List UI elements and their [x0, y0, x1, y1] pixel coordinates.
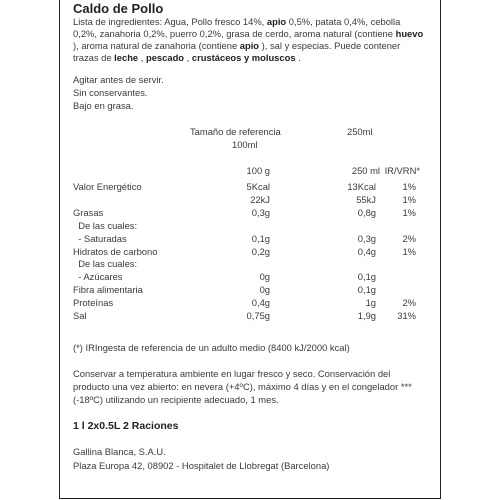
- nutrient-value-250ml: 0,1g: [357, 271, 376, 283]
- manufacturer-name: Gallina Blanca, S.A.U.: [73, 446, 166, 457]
- nutrient-value-100g: 0,75g: [246, 310, 270, 321]
- nutrient-name: Fibra alimentaria: [73, 284, 143, 296]
- allergen-text: huevo: [395, 28, 424, 39]
- product-title: Caldo de Pollo: [73, 1, 164, 16]
- note-shake: Agitar antes de servir.: [73, 74, 164, 85]
- reference-size-100ml: 100ml: [232, 139, 258, 150]
- nutrient-value-ir: 1%: [402, 245, 416, 257]
- storage-line-2: producto una vez abierto: en nevera (+4ºC), máximo 4 días y en el congelador ***: [73, 381, 412, 392]
- reference-size-value: 250ml: [347, 126, 373, 137]
- nutrient-value-100g: 22kJ: [250, 193, 270, 205]
- nutrient-value-250ml: 0,8g: [357, 206, 376, 218]
- ingredients-text: .: [295, 52, 301, 63]
- storage-line-3: (-18ºC) utilizando un recipiente adecuado, 1 mes.: [73, 394, 279, 405]
- nutrient-name: - Saturadas: [73, 232, 127, 244]
- allergen-text: leche: [114, 52, 139, 63]
- nutrient-name: Sal: [73, 310, 87, 321]
- nutrient-name: - Azúcares: [73, 271, 123, 283]
- nutrient-value-ir: 31%: [397, 310, 416, 321]
- nutrient-value-250ml: 0,1g: [357, 284, 376, 296]
- nutrient-value-100g: 5Kcal: [246, 181, 270, 192]
- allergen-text: apio: [239, 40, 260, 51]
- header-250ml: 250 ml: [351, 165, 380, 176]
- nutrient-name: Hidratos de carbono: [73, 245, 158, 257]
- ingredients-text: ), sal y especias. Puede contener trazas de: [73, 40, 401, 63]
- ingredients-text: Lista de ingredientes: Agua, Pollo fresco 14%,: [73, 16, 267, 27]
- ingredients-text: ), aroma natural de zanahoria (contiene: [73, 40, 240, 51]
- nutrient-name: Grasas: [73, 206, 104, 218]
- nutrient-value-100g: 0,2g: [251, 245, 270, 257]
- package-info: 1 l 2x0.5L 2 Raciones: [73, 420, 179, 432]
- footnote: (*) IRIngesta de referencia de un adulto medio (8400 kJ/2000 kcal): [73, 342, 350, 353]
- allergen-text: pescado: [145, 52, 185, 63]
- nutrient-value-ir: 1%: [402, 193, 416, 205]
- ingredients-text: ,: [184, 52, 192, 63]
- ingredients-text: ,: [138, 52, 146, 63]
- reference-size-label: Tamaño de referencia: [190, 126, 281, 137]
- nutrient-value-250ml: 0,4g: [357, 245, 376, 257]
- nutrient-value-250ml: 0,3g: [357, 232, 376, 244]
- note-low-fat: Bajo en grasa.: [73, 100, 134, 111]
- nutrient-value-ir: 2%: [402, 232, 416, 244]
- ingredients-text: 0,5%, patata 0,4%, cebolla 0,2%, zanahoria 0,2%, puerro 0,2%, grasa de cerdo, aroma natural (contiene: [73, 16, 401, 39]
- nutrient-name: De las cuales:: [73, 258, 138, 270]
- storage-line-1: Conservar a temperatura ambiente en lugar fresco y seco. Conservación del: [73, 368, 391, 379]
- header-100g: 100 g: [246, 165, 270, 176]
- nutrient-name: Valor Energético: [73, 181, 142, 192]
- allergen-text: apio: [266, 16, 287, 27]
- nutrient-name: Proteínas: [73, 297, 114, 309]
- nutrient-value-250ml: 13Kcal: [347, 181, 376, 192]
- note-no-preservatives: Sin conservantes.: [73, 87, 148, 98]
- nutrient-value-ir: 1%: [402, 181, 416, 192]
- manufacturer-address: Plaza Europa 42, 08902 - Hospitalet de Llobregat (Barcelona): [73, 460, 330, 471]
- nutrient-value-250ml: 1,9g: [357, 310, 376, 321]
- nutrient-value-ir: 1%: [402, 206, 416, 218]
- allergen-text: crustáceos y moluscos: [191, 52, 296, 63]
- nutrient-value-100g: 0g: [259, 284, 270, 296]
- ingredients-list: [73, 16, 425, 64]
- nutrient-value-100g: 0,4g: [251, 297, 270, 309]
- nutrient-value-100g: 0g: [259, 271, 270, 283]
- nutrient-value-100g: 0,1g: [251, 232, 270, 244]
- nutrient-value-100g: 0,3g: [251, 206, 270, 218]
- header-ir-vrn: IR/VRN*: [384, 165, 420, 176]
- nutrient-value-ir: 2%: [402, 297, 416, 309]
- nutrient-name: De las cuales:: [73, 219, 138, 231]
- nutrient-value-250ml: 1g: [365, 297, 376, 309]
- nutrient-value-250ml: 55kJ: [356, 193, 376, 205]
